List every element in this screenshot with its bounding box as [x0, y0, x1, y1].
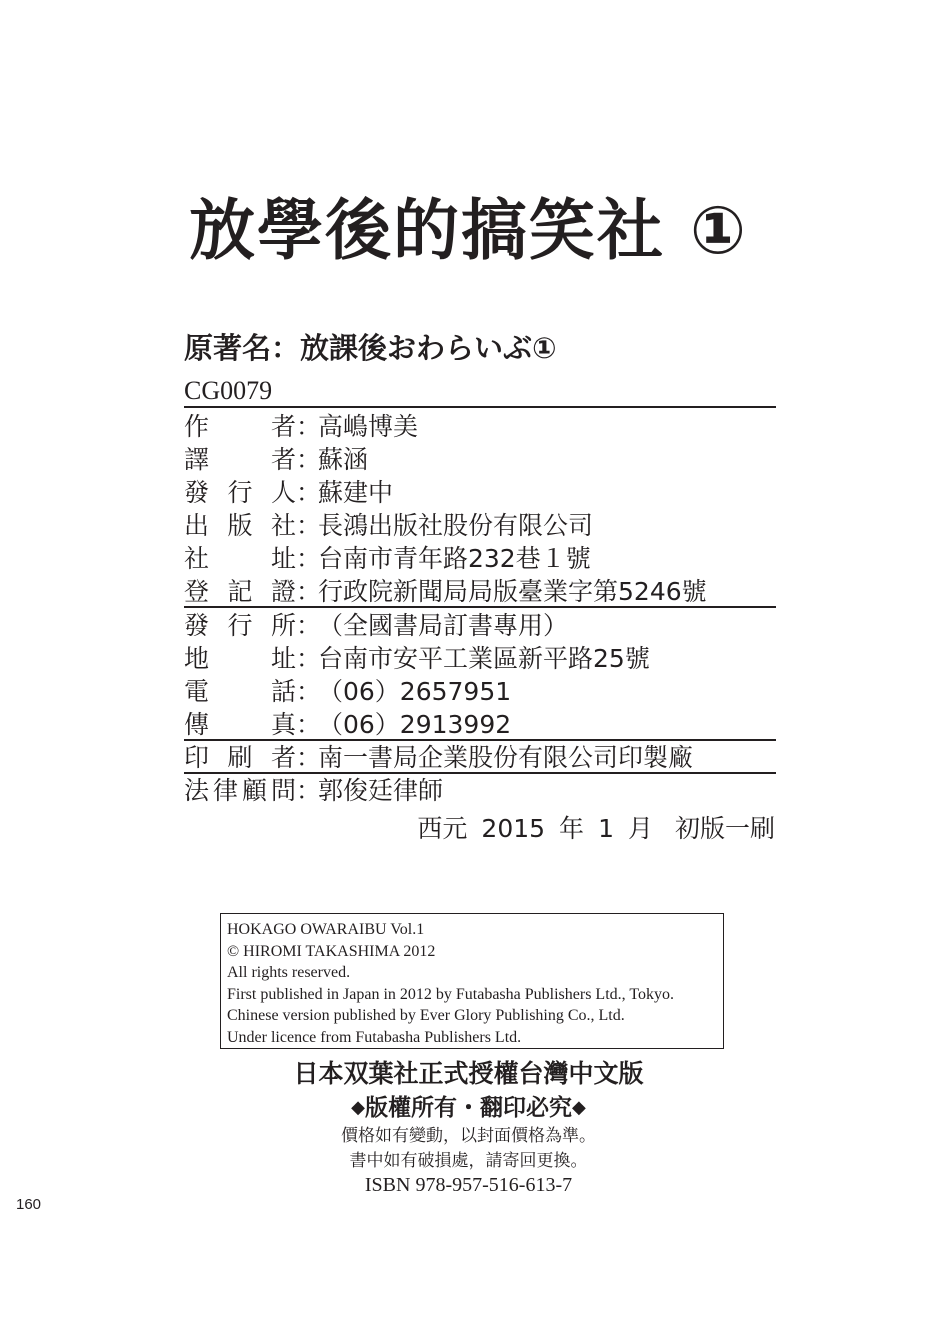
page-number: 160: [16, 1196, 42, 1213]
credit-label-char: 社: [270, 511, 296, 540]
credit-label-char: 版: [227, 511, 253, 540]
credit-label-char: 地: [184, 644, 210, 673]
credit-value: 南一書局企業股份有限公司印製廠: [318, 743, 694, 772]
credits-group-printer: [184, 741, 784, 774]
credit-row: [184, 575, 784, 608]
credit-value: 高嶋博美: [318, 412, 419, 441]
credit-label-char: 作: [184, 412, 210, 441]
credit-label-char: 律: [212, 776, 238, 805]
credit-label: [184, 410, 296, 443]
credit-label-char: 顧: [241, 776, 267, 805]
credit-label: [184, 741, 296, 774]
credit-label: [184, 575, 296, 608]
credit-label-char: 證: [270, 577, 296, 606]
copyright-line: Under licence from Futabasha Publishers Ltd.: [227, 1028, 522, 1046]
credit-label-char: 話: [270, 677, 296, 706]
date-era: 西元: [417, 814, 468, 843]
credit-value: 郭俊廷律師: [318, 776, 444, 805]
divider-2: [184, 606, 776, 608]
credit-label: [184, 708, 296, 741]
credits-group-distributor: [184, 609, 784, 741]
date-year: 2015: [481, 814, 546, 843]
credit-colon: ：: [296, 511, 322, 540]
credit-value: （全國書局訂書專用）: [318, 611, 569, 640]
credit-colon: ：: [296, 577, 322, 606]
divider-1: [184, 406, 776, 408]
credit-colon: ：: [296, 776, 322, 805]
credit-colon: ：: [296, 412, 322, 441]
credit-label: [184, 609, 296, 642]
credit-value: （06）2913992: [318, 710, 512, 739]
date-edition: 初版一刷: [674, 814, 775, 843]
credit-label-char: 行: [227, 478, 253, 507]
catalog-code: CG0079: [184, 376, 273, 405]
credit-value: 行政院新聞局局版臺業字第5246號: [318, 577, 707, 606]
credit-label-char: 者: [270, 743, 296, 772]
credit-colon: ：: [296, 644, 322, 673]
credit-colon: ：: [296, 611, 322, 640]
credit-label-char: 登: [184, 577, 210, 606]
credit-label: [184, 542, 296, 575]
rights-notice: [0, 1092, 937, 1124]
credit-label: [184, 476, 296, 509]
copyright-line: HOKAGO OWARAIBU Vol.1: [227, 921, 425, 938]
credit-label-char: 者: [270, 412, 296, 441]
credit-value: 蘇建中: [318, 478, 394, 507]
credit-label-char: 問: [270, 776, 296, 805]
credits-group-legal: [184, 774, 784, 807]
date-month: 1: [598, 814, 614, 843]
credit-row: [184, 741, 784, 774]
credit-label-char: 真: [270, 710, 296, 739]
credit-row: [184, 410, 784, 443]
credit-label-char: 電: [184, 677, 210, 706]
credit-label-char: 社: [184, 544, 210, 573]
copyright-line: First published in Japan in 2012 by Futabasha Publishers Ltd., Tokyo.: [227, 985, 675, 1003]
isbn: ISBN 978-957-516-613-7: [364, 1174, 573, 1196]
credit-label: [184, 774, 296, 807]
credit-row: [184, 774, 784, 807]
credit-row: [184, 642, 784, 675]
credit-colon: ：: [296, 743, 322, 772]
credit-colon: ：: [296, 544, 322, 573]
credit-row: [184, 476, 784, 509]
credit-label-char: 發: [184, 611, 210, 640]
credit-value: （06）2657951: [318, 677, 512, 706]
credit-row: [184, 542, 784, 575]
date-month-unit: 月: [627, 814, 653, 843]
credit-row: [184, 708, 784, 741]
original-title: 原著名：放課後おわらいぶ①: [184, 331, 557, 365]
credit-label-char: 人: [270, 478, 296, 507]
credit-label-char: 者: [270, 445, 296, 474]
credit-colon: ：: [296, 677, 322, 706]
copyright-box: [220, 913, 724, 1049]
publication-date: [417, 812, 775, 846]
credit-label: [184, 675, 296, 708]
book-title: 放學後的搞笑社 ①: [189, 192, 748, 269]
credit-label-char: 譯: [184, 445, 210, 474]
credit-label-char: 傳: [184, 710, 210, 739]
credit-label-char: 刷: [227, 743, 253, 772]
credit-label-char: 所: [270, 611, 296, 640]
credit-label-char: 址: [270, 644, 296, 673]
diamond-icon: ◆: [572, 1097, 586, 1118]
credit-value: 蘇涵: [318, 445, 369, 474]
date-year-unit: 年: [559, 814, 585, 843]
price-note: 價格如有變動，以封面價格為準。: [341, 1126, 596, 1146]
credit-label-char: 出: [184, 511, 210, 540]
rights-text: 版權所有・翻印必究: [365, 1095, 572, 1121]
credit-label-char: 記: [227, 577, 253, 606]
credit-label: [184, 443, 296, 476]
credit-label-char: 址: [270, 544, 296, 573]
credit-value: 台南市青年路232巷１號: [318, 544, 591, 573]
authorization-notice: 日本双葉社正式授權台灣中文版: [293, 1059, 644, 1088]
credit-row: [184, 443, 784, 476]
credit-label-char: 法: [184, 776, 210, 805]
credit-value: 長鴻出版社股份有限公司: [318, 511, 594, 540]
credit-value: 台南市安平工業區新平路25號: [318, 644, 650, 673]
damage-note: 書中如有破損處，請寄回更換。: [349, 1151, 588, 1171]
copyright-line: All rights reserved.: [227, 964, 351, 981]
credit-colon: ：: [296, 445, 322, 474]
copyright-line: Chinese version published by Ever Glory Publishing Co., Ltd.: [227, 1007, 625, 1024]
credit-row: [184, 675, 784, 708]
credit-label-char: 發: [184, 478, 210, 507]
credit-label: [184, 509, 296, 542]
credits-group-publisher: [184, 410, 784, 608]
credit-row: [184, 609, 784, 642]
copyright-line: © HIROMI TAKASHIMA 2012: [227, 942, 436, 960]
diamond-icon: ◆: [351, 1097, 365, 1118]
credit-label-char: 印: [184, 743, 210, 772]
credit-colon: ：: [296, 710, 322, 739]
credit-colon: ：: [296, 478, 322, 507]
credit-row: [184, 509, 784, 542]
credit-label-char: 行: [227, 611, 253, 640]
credit-label: [184, 642, 296, 675]
